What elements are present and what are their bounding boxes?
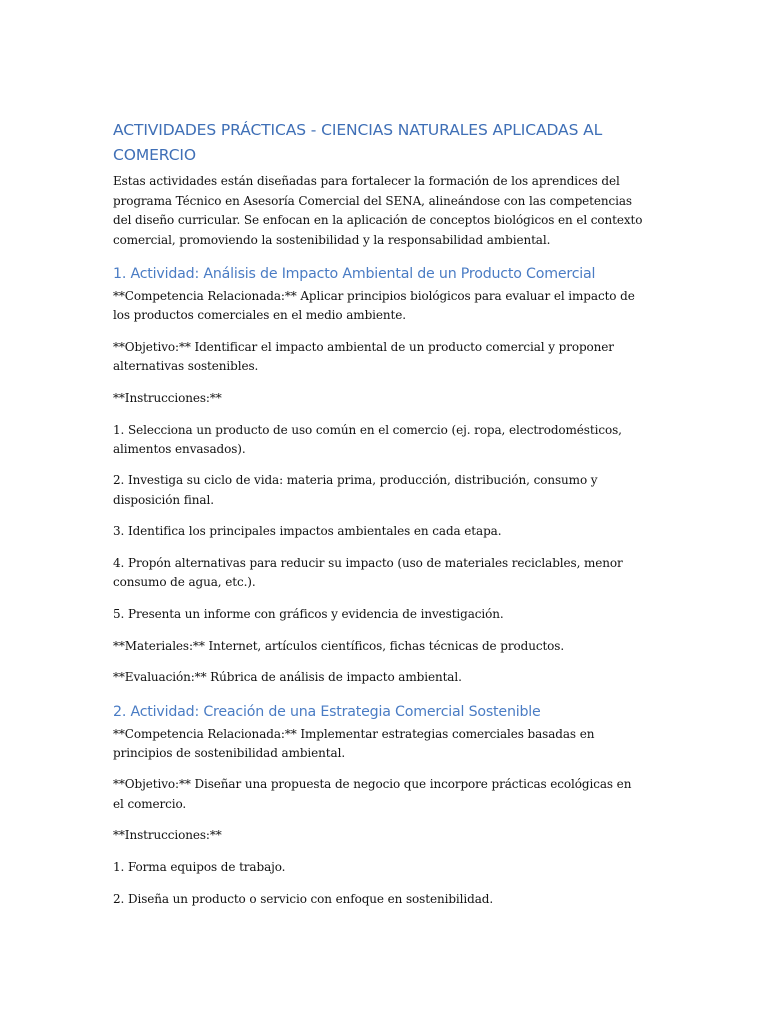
instruction-step: 2. Diseña un producto o servicio con enfoque en sostenibilidad. [113, 891, 494, 906]
intro-paragraph: Estas actividades están diseñadas para fortalecer la formación de los aprendices del programa Técnico en Asesoría Comercial del SENA, alineándose con las competencias del diseño curricular. Se enfocan en la aplicación de conceptos biológicos en el contexto comercial, promoviendo la sostenibilidad y la responsabilidad ambiental. [113, 174, 643, 247]
instruction-step: 1. Forma equipos de trabajo. [113, 860, 286, 875]
section-heading: 2. Actividad: Creación de una Estrategia Comercial Sostenible [113, 703, 541, 720]
instruction-step: 2. Investiga su ciclo de vida: materia prima, producción, distribución, consumo y disposición final. [113, 473, 598, 507]
competency-paragraph: **Competencia Relacionada:** Implementar estrategias comerciales basadas en principios de sostenibilidad ambiental. [113, 726, 595, 760]
materials-paragraph: **Materiales:** Internet, artículos científicos, fichas técnicas de productos. [113, 638, 565, 653]
objective-paragraph: **Objetivo:** Diseñar una propuesta de negocio que incorpore prácticas ecológicas en el comercio. [113, 777, 632, 811]
competency-paragraph: **Competencia Relacionada:** Aplicar principios biológicos para evaluar el impacto de los productos comerciales en el medio ambiente. [113, 289, 635, 323]
evaluation-paragraph: **Evaluación:** Rúbrica de análisis de impacto ambiental. [113, 670, 462, 685]
section-heading: 1. Actividad: Análisis de Impacto Ambiental de un Producto Comercial [113, 266, 596, 282]
instructions-label: **Instrucciones:** [113, 390, 222, 405]
document-page [113, 118, 643, 909]
objective-paragraph: **Objetivo:** Identificar el impacto ambiental de un producto comercial y proponer alternativas sostenibles. [113, 339, 614, 374]
instruction-step: 5. Presenta un informe con gráficos y evidencia de investigación. [113, 606, 504, 621]
instruction-step: 1. Selecciona un producto de uso común en el comercio (ej. ropa, electrodomésticos, alimentos envasados). [113, 422, 622, 456]
activity-section-2 [113, 702, 643, 909]
instructions-label: **Instrucciones:** [113, 828, 222, 843]
document-title: ACTIVIDADES PRÁCTICAS - CIENCIAS NATURALES APLICADAS AL COMERCIO [113, 121, 603, 164]
activity-section-1 [113, 264, 643, 688]
instruction-step: 3. Identifica los principales impactos ambientales en cada etapa. [113, 524, 502, 539]
instruction-step: 4. Propón alternativas para reducir su impacto (uso de materiales reciclables, menor consumo de agua, etc.). [113, 556, 623, 590]
